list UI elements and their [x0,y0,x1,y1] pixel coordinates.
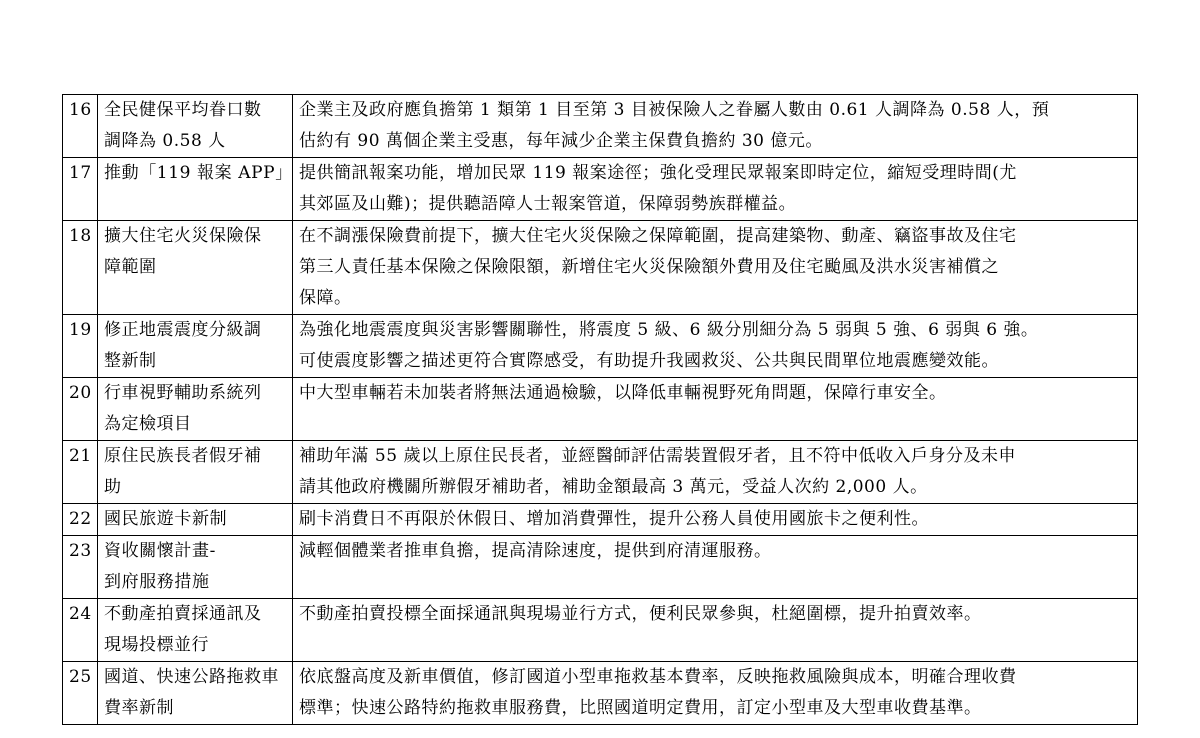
policy-title-line: 資收關懷計畫- [104,541,216,561]
policy-title-line: 國道、快速公路拖救車 [104,667,279,687]
policy-title-line: 全民健保平均眷口數 [104,100,262,120]
policy-description [293,662,1138,725]
policy-description-line: 中大型車輛若未加裝者將無法通過檢驗，以降低車輛視野死角問題，保障行車安全。 [299,383,947,403]
row-number: 20 [63,378,98,441]
policy-description-line: 不動產拍賣投標全面採通訊與現場並行方式，便利民眾參與，杜絕圍標，提升拍賣效率。 [299,604,982,624]
policy-description-line: 估約有 90 萬個企業主受惠，每年減少企業主保費負擔約 30 億元。 [299,131,823,151]
policy-title-line: 費率新制 [104,698,174,718]
policy-description-line: 保障。 [299,288,352,308]
policy-table [62,94,1138,725]
policy-description-line: 刷卡消費日不再限於休假日、增加消費彈性，提升公務人員使用國旅卡之便利性。 [299,509,929,529]
policy-title-line: 國民旅遊卡新制 [104,509,228,529]
row-number: 24 [63,599,98,662]
policy-description [293,158,1138,221]
row-number: 22 [63,504,98,536]
policy-title [98,662,293,725]
policy-title-line: 行車視野輔助系統列 [104,383,262,403]
table-row [63,95,1138,158]
policy-description-line: 補助年滿 55 歲以上原住民長者，並經醫師評估需裝置假牙者，且不符中低收入戶身分及未申 [299,446,1016,466]
policy-title-line: 到府服務措施 [104,572,210,592]
policy-title-line: 調降為 0.58 人 [104,131,226,151]
policy-description [293,441,1138,504]
policy-title-line: 為定檢項目 [104,414,192,434]
policy-title-line: 整新制 [104,351,157,371]
policy-description-line: 可使震度影響之描述更符合實際感受，有助提升我國救災、公共與民間單位地震應變效能。 [299,351,999,371]
table-row [63,315,1138,378]
table-row [63,536,1138,599]
policy-title [98,536,293,599]
table-row [63,158,1138,221]
policy-description [293,536,1138,599]
policy-description-line: 減輕個體業者推車負擔，提高清除速度，提供到府清運服務。 [299,541,772,561]
policy-description [293,504,1138,536]
row-number: 25 [63,662,98,725]
row-number: 23 [63,536,98,599]
policy-title-line: 擴大住宅火災保險保 [104,226,262,246]
policy-title [98,158,293,221]
policy-description [293,95,1138,158]
policy-title [98,221,293,315]
row-number: 17 [63,158,98,221]
policy-description [293,599,1138,662]
policy-title-line: 原住民族長者假牙補 [104,446,262,466]
policy-description-line: 請其他政府機關所辦假牙補助者，補助金額最高 3 萬元，受益人次約 2,000 人。 [299,477,928,497]
policy-title [98,599,293,662]
policy-title-line: 不動產拍賣採通訊及 [104,604,262,624]
policy-description [293,315,1138,378]
policy-table-body [63,95,1138,725]
row-number: 18 [63,221,98,315]
policy-title [98,504,293,536]
table-row [63,504,1138,536]
policy-description-line: 第三人責任基本保險之保險限額，新增住宅火災保險額外費用及住宅颱風及洪水災害補償之 [299,257,999,277]
policy-description-line: 提供簡訊報案功能，增加民眾 119 報案途徑；強化受理民眾報案即時定位，縮短受理時間(尤 [299,163,1017,183]
policy-title-line: 助 [104,477,122,497]
policy-description-line: 為強化地震震度與災害影響關聯性，將震度 5 級、6 級分別細分為 5 弱與 5 強、6 弱與 6 強。 [299,320,1039,340]
policy-title-line: 修正地震震度分級調 [104,320,262,340]
policy-description-line: 依底盤高度及新車價值，修訂國道小型車拖救基本費率，反映拖救風險與成本，明確合理收費 [299,667,1017,687]
policy-title-line: 現場投標並行 [104,635,209,655]
row-number: 16 [63,95,98,158]
policy-description-line: 企業主及政府應負擔第 1 類第 1 目至第 3 目被保險人之眷屬人數由 0.61 人調降為 0.58 人，預 [299,100,1050,120]
policy-title-line: 推動「119 報案 APP」 [104,163,293,183]
policy-description [293,378,1138,441]
policy-title [98,378,293,441]
policy-description [293,221,1138,315]
row-number: 21 [63,441,98,504]
table-row [63,441,1138,504]
table-row [63,221,1138,315]
policy-title [98,95,293,158]
policy-title [98,441,293,504]
policy-description-line: 其郊區及山難)；提供聽語障人士報案管道，保障弱勢族群權益。 [299,194,797,214]
table-row [63,599,1138,662]
policy-title [98,315,293,378]
policy-title-line: 障範圍 [104,257,157,277]
policy-description-line: 在不調漲保險費前提下，擴大住宅火災保險之保障範圍，提高建築物、動產、竊盜事故及住宅 [299,226,1017,246]
table-row [63,662,1138,725]
row-number: 19 [63,315,98,378]
policy-description-line: 標準；快速公路特約拖救車服務費，比照國道明定費用，訂定小型車及大型車收費基準。 [299,698,982,718]
table-row [63,378,1138,441]
